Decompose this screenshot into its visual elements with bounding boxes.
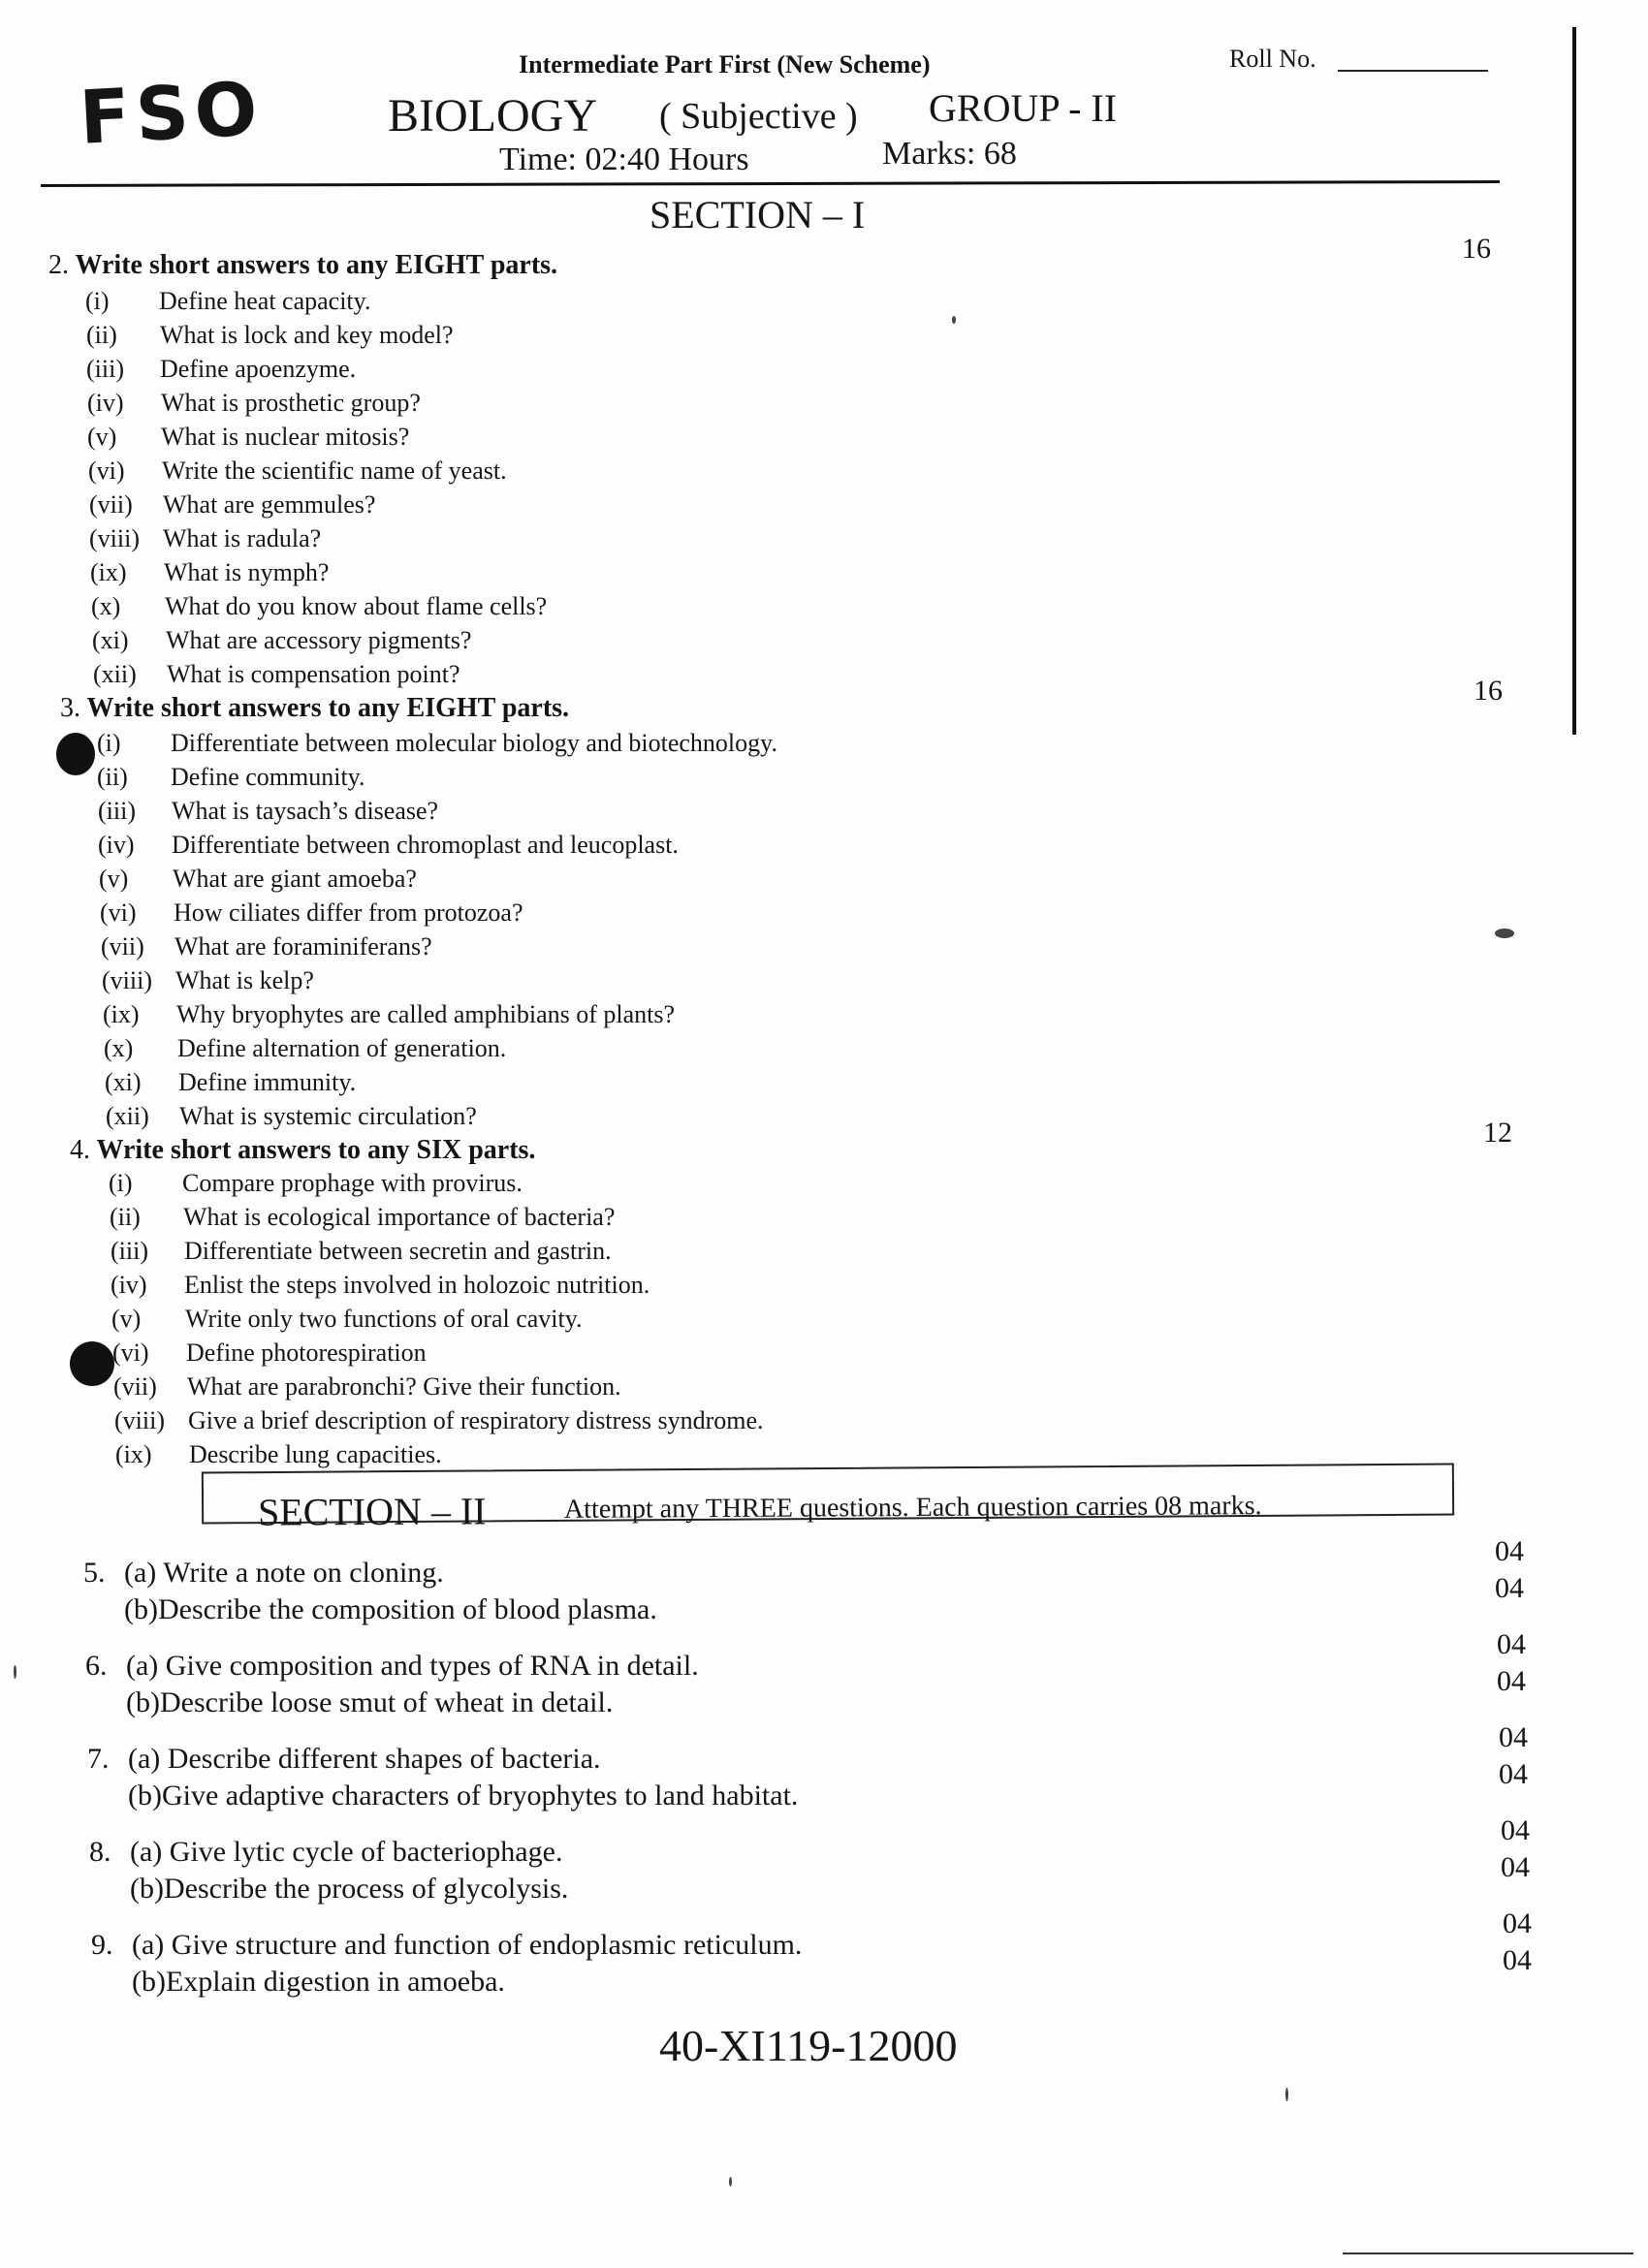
q4-part [113,1372,621,1402]
roll-number-blank [1338,70,1488,72]
q2-part [89,524,321,553]
part-text: Write the scientific name of yeast. [162,457,507,485]
part-number: (x) [104,1034,134,1062]
part-text: What is compensation point? [167,660,460,688]
q4-part [114,1406,764,1435]
part-text: What are foraminiferans? [174,932,432,961]
part-number: (ii) [86,321,117,349]
question-8-part-b: (b)Describe the process of glycolysis. [130,1873,569,1905]
q4-part [115,1440,442,1469]
part-number: (vii) [113,1372,157,1401]
question-6-marks-b: 04 [1497,1665,1526,1697]
part-text: Define alternation of generation. [177,1034,507,1062]
question-4-marks: 12 [1483,1117,1512,1149]
question-number: 4. [70,1135,90,1165]
part-number: (ii) [97,763,128,791]
q2-part [91,592,547,621]
part-number: (x) [91,592,121,620]
question-3-marks: 16 [1474,675,1503,707]
part-text: What are parabronchi? Give their function. [187,1372,621,1401]
part-number: (vii) [101,932,144,961]
q4-part [112,1339,427,1368]
q2-part [85,287,370,316]
time-allowed: Time: 02:40 Hours [499,142,749,177]
q2-part [92,626,471,655]
question-5-part-a [83,1557,444,1590]
q3-part [101,932,432,961]
part-text: What is prosthetic group? [161,389,421,417]
question-number: 5. [83,1557,106,1589]
part-number: (viii) [102,966,152,994]
subject-title: BIOLOGY [388,90,597,142]
q4-part [110,1203,615,1232]
part-number: (iii) [111,1237,148,1265]
q2-part [93,660,460,689]
part-text: What is nuclear mitosis? [161,423,410,451]
question-instruction: Write short answers to any EIGHT parts. [86,693,570,723]
q4-part [111,1271,650,1300]
part-number: (vii) [89,490,133,519]
part-number: (ix) [90,558,127,586]
part-number: (iv) [98,831,135,859]
handwritten-fso-mark: FSO [77,65,266,161]
part-text: What are giant amoeba? [173,865,417,893]
q3-part [99,865,417,894]
question-7-marks-a: 04 [1499,1721,1528,1753]
question-6-part-a [85,1650,699,1683]
q2-part [87,423,409,452]
question-number: 6. [85,1650,108,1682]
ink-blot [70,1341,114,1386]
q2-part [89,490,375,520]
part-number: (xii) [106,1102,149,1130]
bottom-edge-line [1343,2252,1633,2254]
part-number: (ix) [115,1440,152,1468]
scan-speck [729,2177,732,2187]
part-text: Differentiate between molecular biology and biotechnology. [171,729,777,757]
q3-part [100,898,523,928]
scan-speck [14,1665,16,1679]
question-8-part-a [89,1836,562,1869]
part-text: Why bryophytes are called amphibians of plants? [176,1000,676,1028]
q3-part [98,831,679,860]
part-text: How ciliates differ from protozoa? [174,898,523,927]
part-number: (vi) [112,1339,149,1367]
part-number: (iv) [87,389,124,417]
part-number: (xii) [93,660,137,688]
q2-part [88,457,507,486]
section-2-instruction: Attempt any THREE questions. Each question carries 08 marks. [563,1491,1262,1525]
question-6-marks-a: 04 [1497,1628,1526,1660]
question-number: 3. [60,693,80,723]
question-9-marks-a: 04 [1503,1907,1532,1939]
part-text: What do you know about flame cells? [165,592,548,620]
question-instruction: Write short answers to any SIX parts. [96,1135,536,1165]
q2-part [90,558,329,587]
section-2-title: SECTION – II [257,1489,487,1534]
q3-part [97,763,364,792]
part-a-text: (a) Give composition and types of RNA in detail. [126,1650,699,1682]
question-7-part-a [87,1743,601,1776]
exam-title: Intermediate Part First (New Scheme) [519,50,931,79]
q3-part [106,1102,477,1131]
q2-part [86,355,356,384]
scan-speck [1285,2088,1288,2101]
part-number: (vi) [100,898,137,927]
question-8-marks-b: 04 [1501,1851,1530,1883]
question-9-part-b: (b)Explain digestion in amoeba. [132,1966,505,1998]
part-text: Differentiate between chromoplast and leucoplast. [172,831,679,859]
q3-part [103,1000,675,1029]
part-number: (iv) [111,1271,147,1299]
ink-blot [56,733,95,775]
part-number: (viii) [114,1406,165,1434]
margin-rule [1572,27,1576,735]
q3-part [104,1034,506,1063]
total-marks: Marks: 68 [882,136,1017,172]
part-text: Define heat capacity. [159,287,371,315]
question-number: 7. [87,1743,110,1775]
part-number: (v) [99,865,129,893]
question-5-marks-a: 04 [1495,1535,1524,1567]
question-3-heading [60,693,569,724]
part-a-text: (a) Describe different shapes of bacteria. [128,1743,601,1775]
roll-number-label: Roll No. [1229,45,1316,73]
part-text: Define photorespiration [186,1339,427,1367]
question-5-part-b: (b)Describe the composition of blood plasma. [124,1593,657,1625]
q2-part [87,389,421,418]
part-a-text: (a) Give lytic cycle of bacteriophage. [130,1836,563,1868]
question-2-heading [48,250,557,281]
part-number: (vi) [88,457,125,485]
header-divider [41,180,1500,187]
q4-part [109,1169,523,1198]
question-6-part-b: (b)Describe loose smut of wheat in detail. [126,1686,614,1718]
part-number: (v) [111,1305,142,1333]
paper-code: 40-XI119-12000 [659,2021,958,2070]
question-number: 2. [48,250,69,280]
question-4-heading [70,1135,535,1166]
part-text: Define community. [171,763,365,791]
part-number: (iii) [86,355,124,383]
question-5-marks-b: 04 [1495,1572,1524,1604]
part-number: (i) [109,1169,133,1197]
part-number: (i) [97,729,121,757]
q4-part [111,1305,583,1334]
part-number: (viii) [89,524,140,552]
scan-speck [952,316,956,324]
part-text: Compare prophage with provirus. [182,1169,523,1197]
part-number: (xi) [105,1068,142,1096]
part-text: What are accessory pigments? [166,626,472,654]
q3-part [98,797,438,826]
part-text: Enlist the steps involved in holozoic nutrition. [184,1271,650,1299]
question-2-marks: 16 [1462,233,1491,265]
question-7-part-b: (b)Give adaptive characters of bryophytes to land habitat. [128,1780,799,1811]
part-text: Differentiate between secretin and gastrin. [184,1237,612,1265]
question-number: 9. [91,1929,113,1961]
question-8-marks-a: 04 [1501,1814,1530,1846]
section-1-title: SECTION – I [650,193,866,236]
q2-part [86,321,454,350]
q3-part [105,1068,356,1097]
question-7-marks-b: 04 [1499,1758,1528,1790]
question-instruction: Write short answers to any EIGHT parts. [75,250,558,280]
q4-part [111,1237,612,1266]
part-text: Write only two functions of oral cavity. [185,1305,583,1333]
question-9-marks-b: 04 [1503,1944,1532,1976]
scan-speck [1495,929,1514,938]
part-text: What is lock and key model? [160,321,454,349]
question-9-part-a [91,1929,802,1962]
part-text: What is radula? [163,524,322,552]
part-a-text: (a) Write a note on cloning. [124,1557,444,1589]
part-number: (xi) [92,626,129,654]
part-text: What is ecological importance of bacteria? [183,1203,616,1231]
part-number: (ix) [103,1000,140,1028]
part-text: Define immunity. [178,1068,357,1096]
part-text: Give a brief description of respiratory distress syndrome. [188,1406,764,1434]
paper-type: ( Subjective ) [659,96,858,137]
q3-part [102,966,314,995]
part-number: (i) [85,287,110,315]
part-text: What are gemmules? [163,490,376,519]
part-text: Describe lung capacities. [189,1440,442,1468]
group-label: GROUP - II [929,86,1118,130]
q3-part [97,729,777,758]
part-text: Define apoenzyme. [160,355,357,383]
part-text: What is systemic circulation? [179,1102,477,1130]
part-number: (v) [87,423,117,451]
part-a-text: (a) Give structure and function of endoplasmic reticulum. [132,1929,803,1961]
part-text: What is kelp? [175,966,314,994]
question-number: 8. [89,1836,111,1868]
part-text: What is taysach’s disease? [172,797,439,825]
part-number: (iii) [98,797,136,825]
part-text: What is nymph? [164,558,330,586]
part-number: (ii) [110,1203,141,1231]
